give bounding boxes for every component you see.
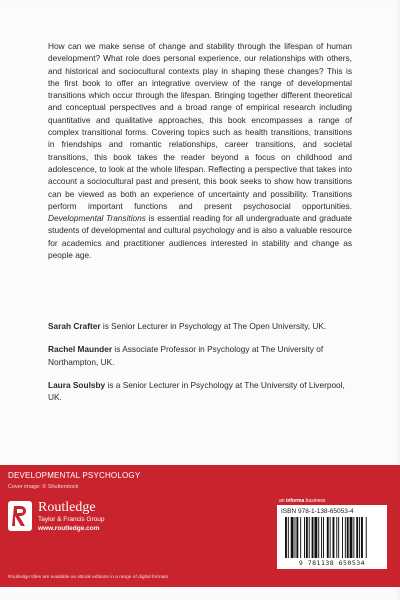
barcode-bar — [350, 517, 353, 558]
barcode-bar — [345, 517, 346, 558]
barcode-bar — [327, 517, 329, 558]
author-name: Rachel Maunder — [48, 344, 113, 355]
barcode-bar — [306, 517, 308, 558]
isbn-text: ISBN 978-1-138-65053-4 — [281, 508, 354, 515]
author-bio — [48, 320, 352, 332]
blurb-text-part1: How can we make sense of change and stability through the lifespan of human development? What role does personal experience, our relationships with others, and historical and sociocultural contexts play in shaping these changes? This is the first book to offer an integrative overview of the range of developmental transitions which occur through the lifespan. Bringing together different theoretical and conceptual perspectives and a broad range of empirical research including quantitative and qualitative approaches, this book encompasses a range of complex transitional forms. Covering topics such as health transitions, transitions in friendships and romantic relationships, career transitions, and societal transitions, this book takes the reader beyond a focus on childhood and adolescence, to look at the whole lifespan. Reflecting a perspective that takes into account a sociocultural past and present, this book seeks to show how transitions can be viewed as both an experience of uncertainty and possibility. Transitions perform important functions and present psychosocial opportunities. — [48, 41, 352, 211]
publisher-url[interactable]: www.routledge.com — [38, 525, 100, 532]
author-name: Sarah Crafter — [48, 321, 101, 331]
ebook-availability-note: Routledge titles are available as eBook editions in a range of digital formats — [8, 575, 168, 580]
barcode-bar — [300, 517, 301, 558]
book-blurb — [48, 40, 352, 261]
cover-image-credit: Cover image: © Shutterstock — [8, 484, 79, 490]
author-name: Laura Soulsby — [48, 379, 106, 390]
barcode-bar — [336, 517, 337, 558]
barcode-bar — [353, 517, 354, 558]
barcode-bar — [318, 517, 319, 558]
blurb-book-title: Developmental Transitions — [48, 213, 146, 224]
barcode-number: 9 781138 650534 — [298, 559, 366, 567]
barcode-bar — [312, 517, 314, 558]
barcode-bar — [296, 517, 298, 558]
barcode-bar — [342, 517, 343, 558]
barcode-bar — [330, 517, 331, 558]
barcode-bar — [314, 517, 317, 558]
barcode-bar — [338, 517, 339, 558]
author-description: is Associate Professor in Psychology at The University of Northampton, UK. — [48, 344, 324, 367]
author-description: is Senior Lecturer in Psychology at The Open University, UK. — [100, 321, 327, 331]
barcode-bar — [291, 517, 294, 558]
barcode-bar — [304, 517, 305, 558]
barcode-bar — [309, 517, 310, 558]
barcode-bar — [285, 517, 287, 558]
publisher-footer — [0, 465, 400, 587]
publisher-logo — [8, 501, 138, 537]
barcode-bar — [347, 517, 349, 558]
author-bio — [48, 343, 352, 368]
barcode-bar — [321, 517, 322, 558]
barcode-bar — [366, 517, 367, 558]
barcode-bar — [356, 517, 358, 558]
isbn-barcode — [277, 505, 387, 569]
author-description: is a Senior Lecturer in Psychology at The University of Liverpool, UK. — [48, 379, 345, 403]
barcode-bar — [361, 517, 363, 558]
publisher-group: Taylor & Francis Group — [38, 516, 105, 523]
barcode-bar — [288, 517, 289, 558]
subject-category: DEVELOPMENTAL PSYCHOLOGY — [8, 471, 141, 480]
barcode-bar — [323, 517, 324, 558]
author-bio — [48, 379, 352, 404]
blurb-text-part2: is essential reading for all undergraduate and graduate students of developmental and cultural psychology and is also a valuable resource for academics and practitioner audiences interested in stability and change as people age. — [48, 213, 352, 261]
barcode-bar — [295, 517, 296, 558]
informa-business-line: an informa business — [279, 498, 326, 504]
barcode-bar — [359, 517, 360, 558]
author-bios — [48, 320, 352, 414]
routledge-logo-icon — [8, 501, 32, 531]
publisher-name: Routledge — [38, 500, 96, 515]
barcode-bar — [333, 517, 335, 558]
